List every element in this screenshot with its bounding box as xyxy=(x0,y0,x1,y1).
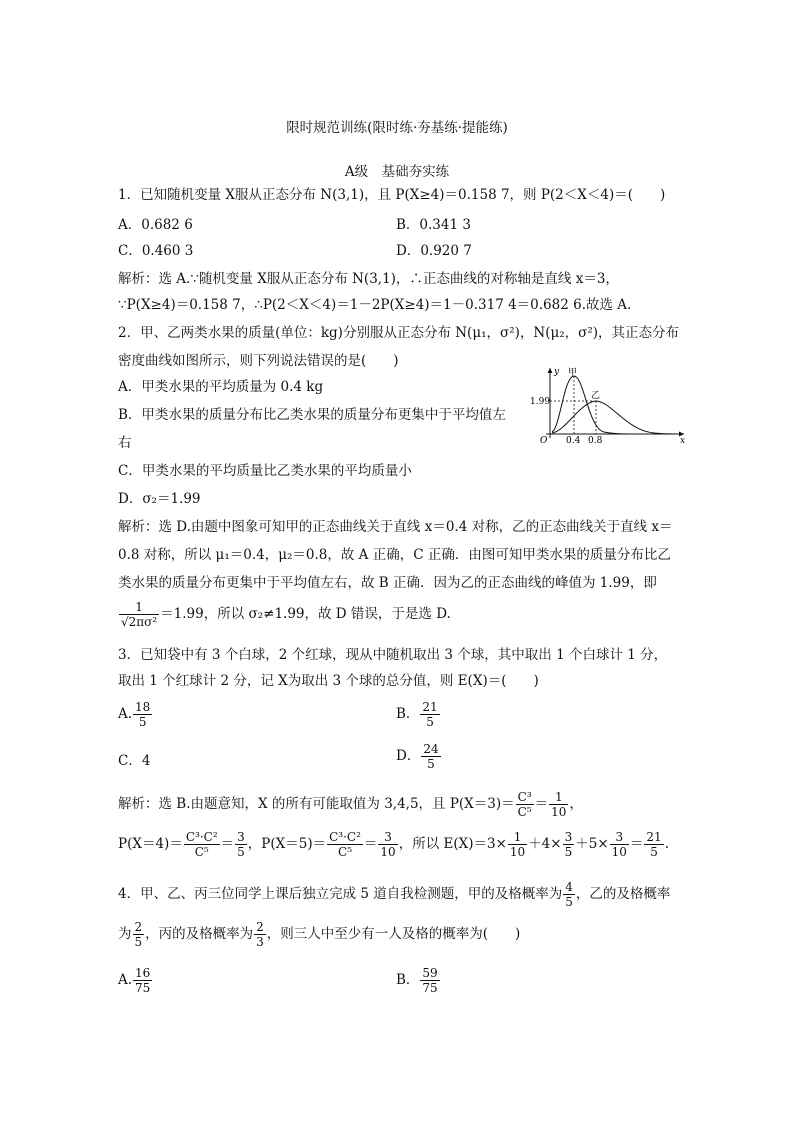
q1-option-b: B．0.341 3 xyxy=(396,217,471,233)
q2-option-a: A．甲类水果的平均质量为 0.4 kg xyxy=(118,379,324,395)
q2-analysis-line4: $\frac{1}{\text{√2πσ²}}$ ＝1.99，所以 σ₂≠1.99，故 D 错误，于是选 D. xyxy=(121,600,451,629)
peak-label: 1.99 xyxy=(530,397,551,407)
y-axis-arrow-icon xyxy=(548,368,553,373)
q1-stem: 1．已知随机变量 X服从正态分布 N(3,1)，且 P(X≥4)＝0.158 7，则 P(2＜X＜4)＝( ) xyxy=(118,187,666,203)
q3-stem-line2: 取出 1 个红球计 2 分，记 X为取出 3 个球的总分值，则 E(X)＝( ) xyxy=(118,673,539,689)
q4-option-b: B． $\frac{59}{75}$ xyxy=(396,966,438,995)
tick-0-4: 0.4 xyxy=(566,436,581,444)
q4-stem-line2: 为 $\frac{2}{5}$ ，丙的及格概率为 $\frac{2}{3}$ ，则三人中至少有一人及格的概率为( ) xyxy=(118,920,521,949)
q2-option-c: C．甲类水果的平均质量比乙类水果的平均质量小 xyxy=(118,463,412,479)
q2-analysis-line3: 类水果的质量分布更集中于平均值左右，故 B 正确．因为乙的正态曲线的峰值为 1.99，即 xyxy=(118,575,657,591)
q3-option-a: A. $\frac{18}{5}$ xyxy=(118,700,151,729)
q2-peak-fraction: $\frac{1}{\text{√2πσ²}}$ xyxy=(121,600,158,629)
q2-option-d: D．σ₂＝1.99 xyxy=(118,491,201,507)
q2-analysis-line1: 解析：选 D.由题中图象可知甲的正态曲线关于直线 x＝0.4 对称，乙的正态曲线关于直线 x＝ xyxy=(118,519,673,535)
q2-option-b-line2: 右 xyxy=(118,435,132,451)
tick-0-8: 0.8 xyxy=(588,436,603,444)
q1-option-c: C．0.460 3 xyxy=(118,243,194,259)
q4-stem-line1: 4．甲、乙、丙三位同学上课后独立完成 5 道自我检测题，甲的及格概率为 $\frac{4}{5}$ ，乙的及格概率 xyxy=(118,880,671,909)
q2-option-b-line1: B．甲类水果的质量分布比乙类水果的质量分布更集中于平均值左 xyxy=(118,407,506,423)
page-title: 限时规范训练(限时练·夯基练·提能练) xyxy=(286,120,508,136)
curve-yi xyxy=(552,401,676,434)
y-axis-label: y xyxy=(554,367,560,377)
origin-label: O xyxy=(540,436,548,444)
q2-stem-line1: 2．甲、乙两类水果的质量(单位：kg)分别服从正态分布 N(μ₁，σ²)，N(μ₂，σ²)，其正态分布 xyxy=(118,325,680,341)
q1-analysis-line2: ∵P(X≥4)＝0.158 7，∴P(2＜X＜4)＝1－2P(X≥4)＝1－0.317 4＝0.682 6.故选 A. xyxy=(118,297,632,313)
x-axis-label: x xyxy=(680,436,686,444)
q1-analysis-line1: 解析：选 A.∵随机变量 X服从正态分布 N(3,1)，∴正态曲线的对称轴是直线 x＝3， xyxy=(118,271,619,287)
q2-stem-line2: 密度曲线如图所示，则下列说法错误的是( ) xyxy=(118,353,399,369)
q3-option-d: D． $\frac{24}{5}$ xyxy=(396,742,439,771)
q3-option-b: B． $\frac{21}{5}$ xyxy=(396,700,438,729)
q3-stem-line1: 3．已知袋中有 3 个白球，2 个红球，现从中随机取出 3 个球，其中取出 1 个白球计 1 分， xyxy=(118,647,668,663)
q1-option-a: A．0.682 6 xyxy=(118,217,193,233)
q3-analysis-line1: 解析：选 B.由题意知，X 的所有可能取值为 3,4,5，且 P(X＝3)＝ $\frac{\text{C³}}{\text{C⁵}}$ ＝ $\frac{1}{10}$ ， xyxy=(118,790,583,819)
section-level: A级 基础夯实练 xyxy=(344,164,450,180)
q4-option-a: A. $\frac{16}{75}$ xyxy=(118,966,151,995)
curve-yi-label: 乙 xyxy=(591,391,601,401)
q1-option-d: D．0.920 7 xyxy=(396,243,472,259)
normal-distribution-graph xyxy=(528,364,688,444)
curve-jia-label: 甲 xyxy=(568,368,578,378)
q3-option-c: C．4 xyxy=(118,753,151,769)
q2-analysis-line2: 0.8 对称，所以 μ₁＝0.4，μ₂＝0.8，故 A 正确，C 正确．由图可知甲类水果的质量分布比乙 xyxy=(118,547,671,563)
q3-analysis-line2: P(X＝4)＝ $\frac{\text{C³·C²}}{\text{C⁵}}$ ＝ $\frac{3}{5}$ ，P(X＝5)＝ $\frac{\text{C³·C²}}{\text{C⁵}}$ ＝ $\frac{3}{10}$ ，所以 E(X)＝3× $\frac{1}{10}$ ＋4× $\frac{3}{5}$ ＋5× $\frac{3}{10}$ ＝ $\frac{21}{5}$ . xyxy=(118,830,669,859)
